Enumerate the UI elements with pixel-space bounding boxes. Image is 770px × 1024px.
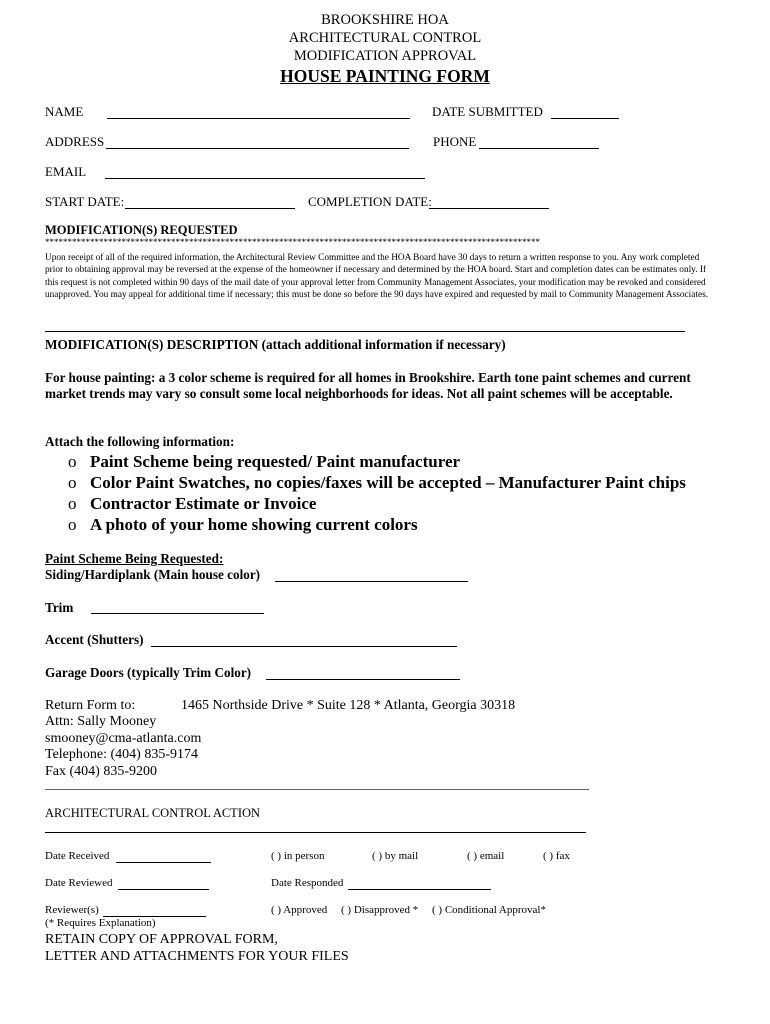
date-submitted-line[interactable]: [551, 118, 619, 119]
siding-label: Siding/Hardiplank (Main house color): [45, 567, 261, 582]
return-address: 1465 Northside Drive * Suite 128 * Atlanta, Georgia 30318: [181, 698, 516, 713]
accent-line[interactable]: [151, 646, 457, 647]
action-heading: ARCHITECTURAL CONTROL ACTION: [45, 806, 261, 820]
date-received-label: Date Received: [45, 850, 110, 862]
trim-label: Trim: [45, 600, 74, 615]
approved-option[interactable]: ( ) Approved: [271, 904, 328, 916]
address-line[interactable]: [106, 148, 409, 149]
stars-divider: **************************************************************************************************************: [45, 237, 540, 247]
trim-line[interactable]: [91, 613, 264, 614]
garage-label: Garage Doors (typically Trim Color): [45, 665, 252, 680]
bullet-icon: o: [68, 494, 77, 513]
reviewers-label: Reviewer(s): [45, 904, 99, 916]
attach-heading: Attach the following information:: [45, 434, 235, 449]
return-attn: Attn: Sally Mooney: [45, 714, 157, 729]
date-responded-line[interactable]: [348, 889, 491, 890]
bullet-item: [68, 515, 418, 535]
disapproved-option[interactable]: ( ) Disapproved *: [341, 904, 419, 916]
bullet-icon: o: [68, 452, 77, 471]
completion-date-line[interactable]: [429, 208, 549, 209]
bullet-text: Contractor Estimate or Invoice: [90, 494, 317, 513]
date-responded-label: Date Responded: [271, 877, 344, 889]
bullet-item: [68, 452, 460, 472]
conditional-option[interactable]: ( ) Conditional Approval*: [432, 904, 546, 916]
address-label: ADDRESS: [45, 134, 105, 149]
in-person-option[interactable]: ( ) in person: [271, 850, 325, 862]
name-label: NAME: [45, 104, 84, 119]
date-reviewed-line[interactable]: [118, 889, 209, 890]
bullet-text: Paint Scheme being requested/ Paint manufacturer: [90, 452, 461, 471]
return-divider: [45, 789, 589, 790]
form-subtitle-1: ARCHITECTURAL CONTROL: [288, 30, 482, 46]
description-heading: MODIFICATION(S) DESCRIPTION (attach additional information if necessary): [45, 337, 506, 352]
footer-line-1: RETAIN COPY OF APPROVAL FORM,: [45, 932, 278, 947]
phone-label: PHONE: [433, 134, 477, 149]
description-paragraph: For house painting: a 3 color scheme is required for all homes in Brookshire. Earth tone paint schemes and current market trends may vary so consult some local neighborhoods for ideas. Not all paint schemes will be acceptable.: [45, 370, 691, 402]
start-date-line[interactable]: [125, 208, 295, 209]
siding-line[interactable]: [275, 581, 468, 582]
start-date-label: START DATE:: [45, 194, 125, 209]
footer-line-2: LETTER AND ATTACHMENTS FOR YOUR FILES: [45, 949, 349, 964]
completion-date-label: COMPLETION DATE:: [308, 194, 432, 209]
return-telephone: Telephone: (404) 835-9174: [45, 747, 198, 762]
email-label: EMAIL: [45, 164, 87, 179]
return-label: Return Form to:: [45, 698, 136, 713]
section-divider: [45, 331, 685, 332]
garage-line[interactable]: [266, 679, 460, 680]
action-divider: [45, 832, 586, 833]
bullet-icon: o: [68, 473, 77, 492]
return-fax: Fax (404) 835-9200: [45, 764, 157, 779]
bullet-text: Color Paint Swatches, no copies/faxes will be accepted – Manufacturer Paint chips: [90, 473, 686, 492]
return-email[interactable]: smooney@cma-atlanta.com: [45, 731, 202, 746]
accent-label: Accent (Shutters): [45, 632, 144, 647]
bullet-text: A photo of your home showing current colors: [90, 515, 418, 534]
email-option[interactable]: ( ) email: [467, 850, 505, 862]
date-reviewed-label: Date Reviewed: [45, 877, 113, 889]
date-submitted-label: DATE SUBMITTED: [432, 104, 543, 119]
mods-requested-heading: MODIFICATION(S) REQUESTED: [45, 223, 238, 237]
date-received-line[interactable]: [116, 862, 211, 863]
fax-option[interactable]: ( ) fax: [543, 850, 570, 862]
email-line[interactable]: [105, 178, 425, 179]
bullet-icon: o: [68, 515, 77, 534]
form-title: HOUSE PAINTING FORM: [280, 66, 490, 86]
bullet-item: [68, 494, 316, 514]
bullet-item: [68, 473, 686, 493]
requires-explanation-note: (* Requires Explanation): [45, 917, 156, 929]
paint-scheme-heading: Paint Scheme Being Requested:: [45, 551, 224, 566]
phone-line[interactable]: [479, 148, 599, 149]
name-line[interactable]: [107, 118, 410, 119]
mods-requested-paragraph: Upon receipt of all of the required information, the Architectural Review Committee and the HOA Board have 30 days to return a written response to you. Any work completed prior to obtaining approval may be reversed at the expense of the homeowner if necessary and determined by the HOA board. Start and completion dates can be estimates only. If this request is not completed within 90 days of the mail date of your approval letter from Community Management Associates, your modification may be revoked and considered unapproved. You may appeal for additional time if necessary; this must be done so before the 90 days have expired and requested by mail to Community Management Associates.: [45, 253, 709, 301]
by-mail-option[interactable]: ( ) by mail: [372, 850, 419, 862]
org-name: BROOKSHIRE HOA: [321, 12, 449, 28]
form-subtitle-2: MODIFICATION APPROVAL: [293, 48, 477, 64]
